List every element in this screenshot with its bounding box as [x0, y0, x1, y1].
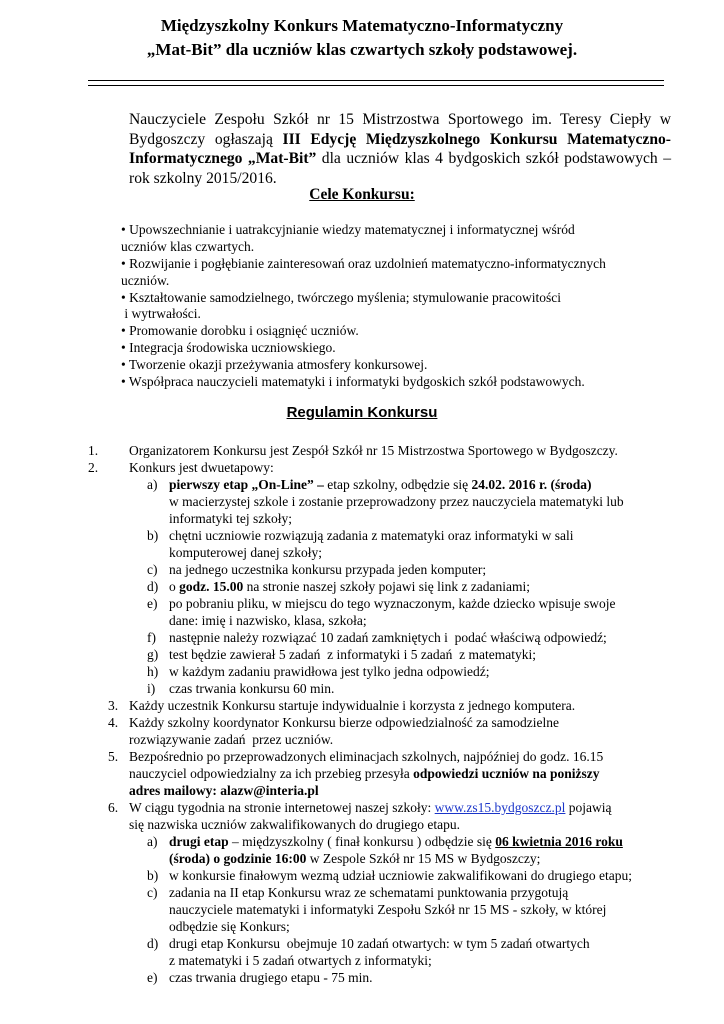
rule-6c-line-1: zadania na II etap Konkursu wraz ze schematami punktowania przygotują	[169, 885, 569, 900]
rule-6a-line-2-post: w Zespole Szkół nr 15 MS w Bydgoszczy;	[306, 851, 541, 866]
intro-edition: III Edycję Międzyszkolnego Konkursu Matematyczno-Informatycznego „Mat-Bit”	[129, 130, 671, 167]
rule-2g-line-1: test będzie zawierał 5 zadań z informatyki i 5 zadań z matematyki;	[169, 647, 536, 662]
stage-two-title: drugi etap	[169, 834, 229, 849]
intro-paragraph	[129, 110, 671, 188]
divider-top	[88, 80, 664, 81]
rule-2b-line-2: komputerowej danej szkoły;	[169, 545, 322, 560]
rule-6c-line-3: odbędzie się Konkurs;	[169, 919, 290, 934]
rule-6b-line-1: w konkursie finałowym wezmą udział uczniowie zakwalifikowani do drugiego etapu;	[169, 868, 632, 883]
goal-line: • Kształtowanie samodzielnego, twórczego myślenia; stymulowanie pracowitości	[121, 290, 561, 305]
goal-line: • Współpraca nauczycieli matematyki i informatyki bydgoskich szkół podstawowych.	[121, 374, 585, 389]
rule-2e-line-1: po pobraniu pliku, w miejscu do tego wyznaczonym, każde dziecko wpisuje swoje	[169, 596, 616, 611]
intro-text-1: Nauczyciele Zespołu Szkół nr 15 Mistrzostwa Sportowego im. Teresy Ciepły w Bydgoszczy ogłaszają	[129, 111, 671, 148]
sub-label: c)	[147, 885, 158, 900]
sub-label: g)	[147, 647, 159, 662]
rule-2f-line-1: następnie należy rozwiązać 10 zadań zamkniętych i podać właściwą odpowiedź;	[169, 630, 607, 645]
rule-number: 5.	[108, 749, 119, 764]
rule-2i-line-1: czas trwania konkursu 60 min.	[169, 681, 335, 696]
stage-one-date: 24.02. 2016 r. (środa)	[471, 477, 592, 492]
rule-2d-post: na stronie naszej szkoły pojawi się link z zadaniami;	[243, 579, 531, 594]
rule-6-line-1	[129, 800, 612, 816]
sub-label: d)	[147, 579, 159, 594]
sub-label: f)	[147, 630, 156, 645]
rule-2a-line-1	[169, 477, 591, 493]
stage-one-time: godz. 15.00	[179, 579, 244, 594]
goal-line: • Tworzenie okazji przeżywania atmosfery konkursowej.	[121, 357, 428, 372]
sub-label: i)	[147, 681, 156, 696]
rule-4-line-1: Każdy szkolny koordynator Konkursu bierze odpowiedzialność za samodzielne	[129, 715, 559, 730]
rule-2d-line-1	[169, 579, 530, 595]
goal-line: uczniów.	[121, 273, 170, 288]
sub-label: b)	[147, 868, 159, 883]
title-line-1: Międzyszkolny Konkurs Matematyczno-Informatyczny	[160, 16, 564, 35]
rule-1-text: Organizatorem Konkursu jest Zespół Szkół nr 15 Mistrzostwa Sportowego w Bydgoszczy.	[129, 443, 618, 458]
goal-line: uczniów klas czwartych.	[121, 239, 255, 254]
goal-line: • Integracja środowiska uczniowskiego.	[121, 340, 336, 355]
rule-5-line-2-bold: odpowiedzi uczniów na poniższy	[413, 766, 600, 781]
stage-one-title: pierwszy etap „On-Line” –	[169, 477, 324, 492]
sub-label: a)	[147, 834, 158, 849]
rule-2-text: Konkurs jest dwuetapowy:	[129, 460, 274, 475]
rule-2d-pre: o	[169, 579, 180, 594]
rule-6d-line-1: drugi etap Konkursu obejmuje 10 zadań otwartych: w tym 5 zadań otwartych	[169, 936, 590, 951]
goal-line: • Rozwijanie i pogłębianie zainteresowań oraz uzdolnień matematyczno-informatycznych	[121, 256, 606, 271]
rule-5-line-2-pre: nauczyciel odpowiedzialny za ich przebieg przesyła	[129, 766, 414, 781]
title-line-2: „Mat-Bit” dla uczniów klas czwartych szkoły podstawowej.	[146, 40, 578, 59]
goal-line: • Promowanie dorobku i osiągnięć uczniów.	[121, 323, 359, 338]
rule-3-text: Każdy uczestnik Konkursu startuje indywidualnie i korzysta z jednego komputera.	[129, 698, 576, 713]
rule-2a-text: etap szkolny, odbędzie się	[323, 477, 472, 492]
goal-line: i wytrwałości.	[121, 306, 201, 321]
rule-number: 6.	[108, 800, 119, 815]
sub-label: e)	[147, 596, 158, 611]
intro-text-2: dla uczniów klas 4 bydgoskich szkół podstawowych – rok szkolny 2015/2016.	[129, 150, 671, 187]
sub-label: h)	[147, 664, 159, 679]
stage-two-time: (środa) o godzinie 16:00	[169, 851, 307, 866]
rule-5-line-3	[129, 783, 319, 799]
sub-label: c)	[147, 562, 158, 577]
rule-2a-line-2: w macierzystej szkole i zostanie przeprowadzony przez nauczyciela matematyki lub	[169, 494, 624, 509]
sub-label: b)	[147, 528, 159, 543]
rule-number: 3.	[108, 698, 119, 713]
rule-4-line-2: rozwiązywanie zadań przez uczniów.	[129, 732, 334, 747]
sub-label: d)	[147, 936, 159, 951]
rule-number: 1.	[88, 443, 99, 458]
rule-6a-line-1	[169, 834, 623, 850]
rule-6-pre: W ciągu tygodnia na stronie internetowej naszej szkoły:	[129, 800, 435, 815]
rules-heading: Regulamin Konkursu	[286, 404, 438, 421]
goal-line: • Upowszechnianie i uatrakcyjnianie wiedzy matematycznej i informatycznej wśród	[121, 222, 575, 237]
sub-label: a)	[147, 477, 158, 492]
sub-label: e)	[147, 970, 158, 985]
rule-6c-line-2: nauczyciele matematyki i informatyki Zespołu Szkół nr 15 MS - szkoły, w której	[169, 902, 607, 917]
rule-2b-line-1: chętni uczniowie rozwiązują zadania z matematyki oraz informatyki w sali	[169, 528, 574, 543]
rule-6-line-2: się nazwiska uczniów zakwalifikowanych do drugiego etapu.	[129, 817, 461, 832]
rule-6-post: pojawią	[565, 800, 612, 815]
school-website-link[interactable]: www.zs15.bydgoszcz.pl	[434, 800, 566, 815]
goals-heading: Cele Konkursu:	[309, 186, 415, 203]
rule-number: 4.	[108, 715, 119, 730]
email-address: adres mailowy: alazw@interia.pl	[129, 783, 319, 798]
rule-6a-text: – międzyszkolny ( finał konkursu ) odbędzie się	[228, 834, 496, 849]
rule-2h-line-1: w każdym zadaniu prawidłowa jest tylko jedna odpowiedź;	[169, 664, 490, 679]
rule-6d-line-2: z matematyki i 5 zadań otwartych z informatyki;	[169, 953, 432, 968]
rule-2a-line-3: informatyki tej szkoły;	[169, 511, 292, 526]
rule-6a-line-2	[169, 851, 540, 867]
rule-2e-line-2: dane: imię i nazwisko, klasa, szkoła;	[169, 613, 367, 628]
stage-two-date: 06 kwietnia 2016 roku	[495, 834, 623, 849]
rule-2c-line-1: na jednego uczestnika konkursu przypada jeden komputer;	[169, 562, 487, 577]
rule-6e-line-1: czas trwania drugiego etapu - 75 min.	[169, 970, 373, 985]
rule-number: 2.	[88, 460, 99, 475]
rule-5-line-2	[129, 766, 600, 782]
rule-5-line-1: Bezpośrednio po przeprowadzonych eliminacjach szkolnych, najpóźniej do godz. 16.15	[129, 749, 604, 764]
divider-bottom	[88, 85, 664, 86]
